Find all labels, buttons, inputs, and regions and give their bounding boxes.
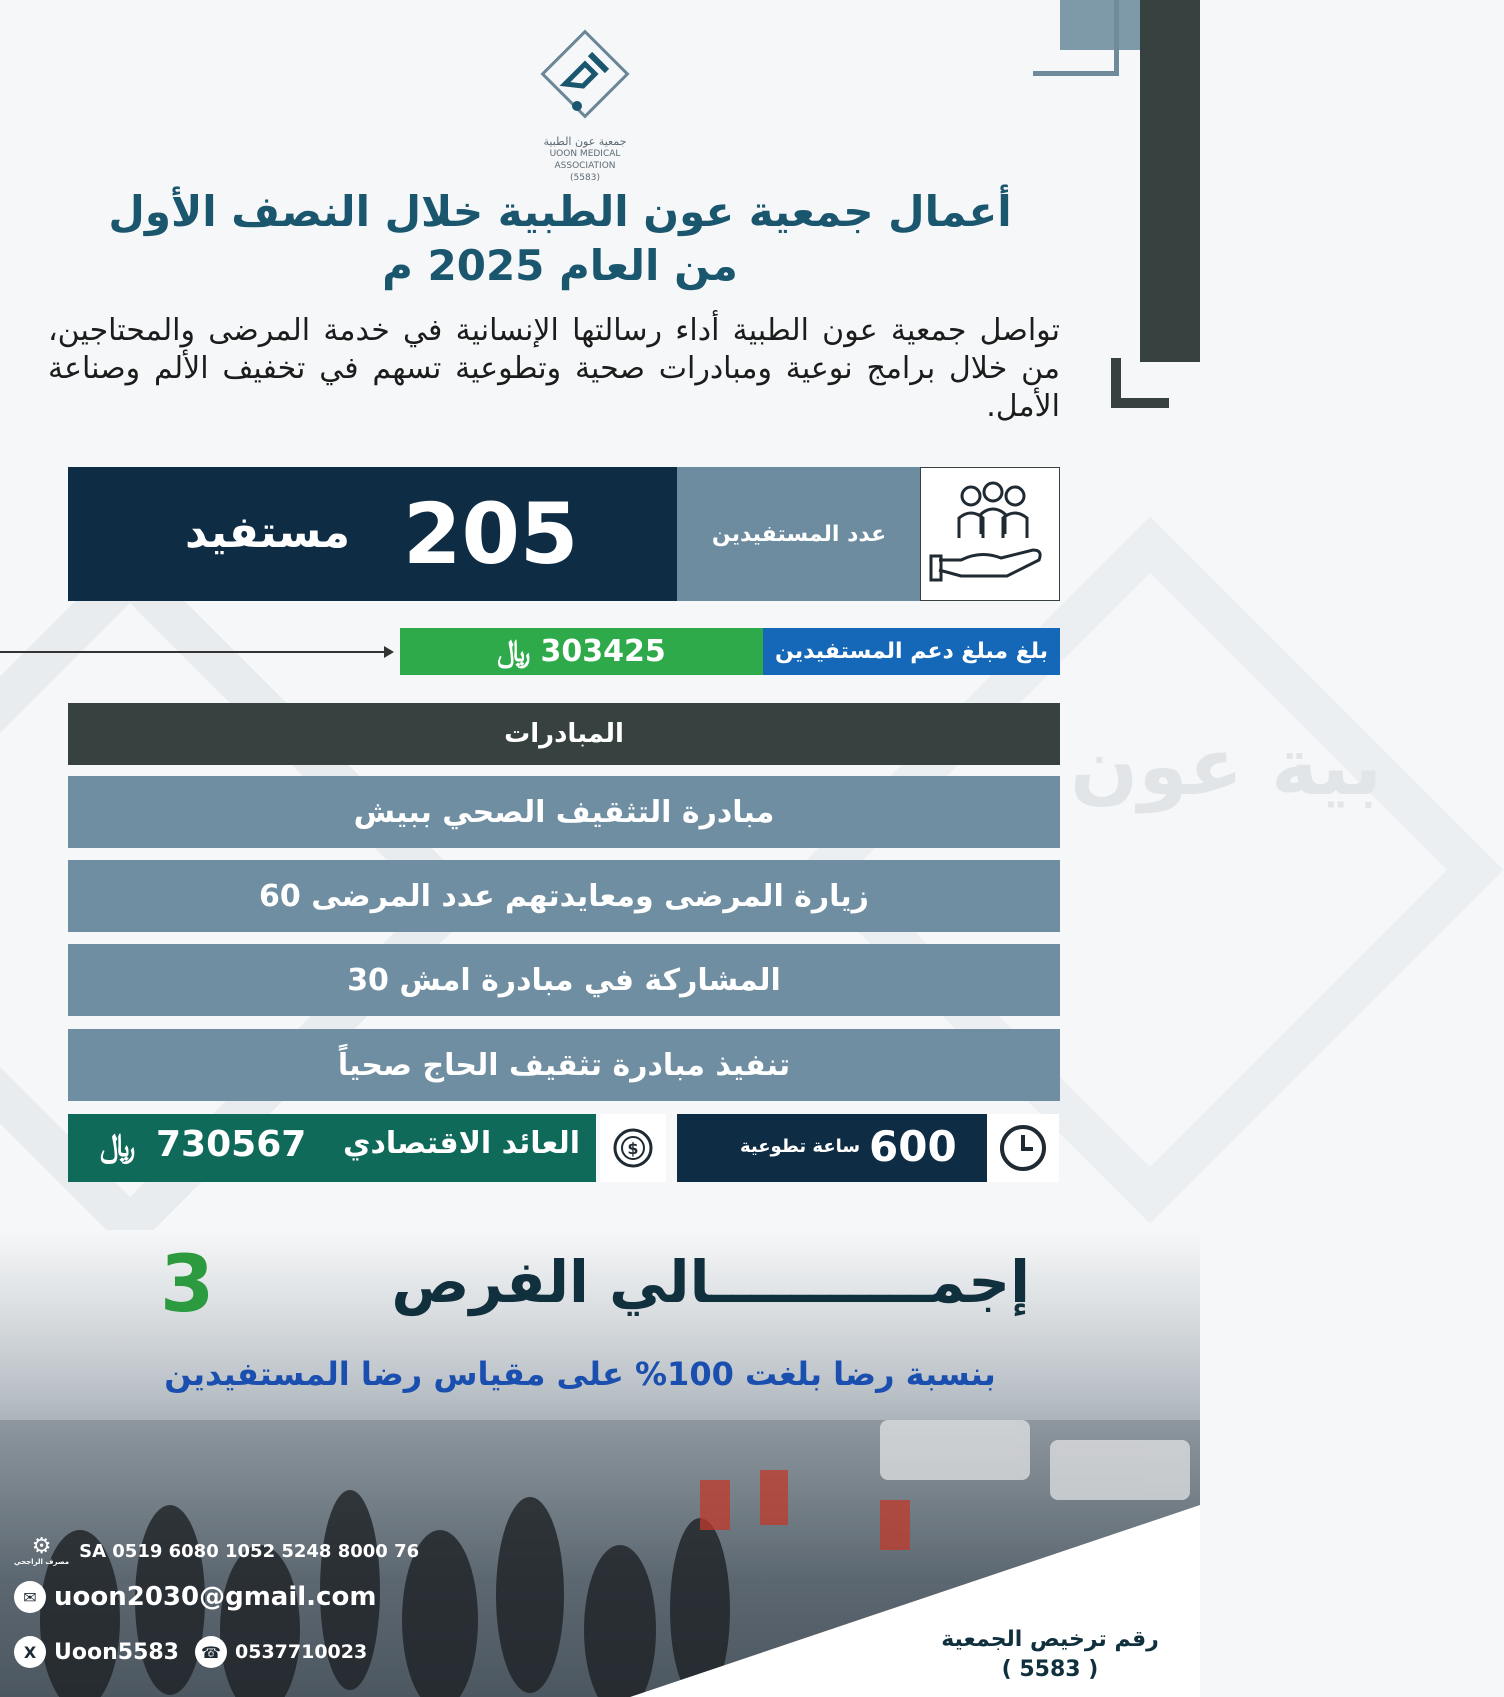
- logo-name-ar: جمعية عون الطبية: [543, 135, 627, 148]
- logo-caption: [520, 136, 650, 184]
- iban-row: [14, 1536, 419, 1566]
- frame-line: [1033, 71, 1119, 76]
- economic-label: العائد الاقتصادي: [342, 1126, 580, 1161]
- license-number: ( 5583 ): [1001, 1657, 1099, 1682]
- social-row: [14, 1636, 367, 1668]
- uoon-logo: [535, 24, 635, 134]
- total-label: إجمـــــــــــالي الفرص: [391, 1248, 1030, 1316]
- support-amount: [400, 628, 763, 675]
- support-label: بلغ مبلغ دعم المستفيدين: [763, 628, 1060, 675]
- economic-return-box: [68, 1114, 596, 1182]
- title-line-2: من العام 2025 م: [382, 241, 738, 290]
- volunteer-hours-box: [677, 1114, 987, 1182]
- logo-name-en: UOON MEDICAL ASSOCIATION: [549, 149, 621, 171]
- beneficiaries-label: عدد المستفيدين: [677, 467, 921, 601]
- satisfaction-text: بنسبة رضا بلغت 100% على مقياس رضا المستفيدين: [164, 1355, 996, 1393]
- dollar-cycle-icon: [600, 1114, 666, 1182]
- initiative-item: زيارة المرضى ومعايدتهم عدد المرضى 60: [68, 860, 1060, 932]
- license-label: رقم ترخيص الجمعية: [941, 1627, 1159, 1652]
- frame-line: [1114, 0, 1119, 75]
- corner-bracket: [1111, 398, 1169, 408]
- bank-label: مصرف الراجحي: [14, 1558, 70, 1566]
- arrow-line: [0, 651, 384, 653]
- x-icon: X: [14, 1636, 46, 1668]
- mail-icon: ✉: [14, 1581, 46, 1613]
- x-handle[interactable]: Uoon5583: [54, 1639, 179, 1665]
- economic-value: 730567: [156, 1124, 307, 1165]
- total-opportunities: [150, 1240, 1030, 1330]
- watermark-text: بية عون: [1070, 720, 1383, 813]
- frame-block: [1060, 0, 1140, 50]
- logo-license: (5583): [570, 173, 600, 183]
- frame-bar: [1140, 0, 1200, 362]
- beneficiaries-value-box: [68, 467, 677, 601]
- riyal-icon: ﷼: [497, 634, 531, 669]
- svg-text:$: $: [627, 1139, 639, 1158]
- beneficiaries-unit: مستفيد: [185, 507, 351, 558]
- support-value: 303425: [540, 634, 666, 669]
- beneficiaries-panel: [68, 467, 1060, 601]
- email-row: [14, 1581, 376, 1613]
- total-value: 3: [160, 1240, 215, 1330]
- hand-people-icon: [920, 467, 1060, 601]
- title-line-1: أعمال جمعية عون الطبية خلال النصف الأول: [108, 187, 1012, 236]
- page-title: [60, 185, 1060, 293]
- hours-value: 600: [869, 1122, 957, 1171]
- initiative-item: المشاركة في مبادرة امش 30: [68, 944, 1060, 1016]
- initiative-item: تنفيذ مبادرة تثقيف الحاج صحياً: [68, 1029, 1060, 1101]
- beneficiaries-count: 205: [403, 485, 579, 583]
- email-text[interactable]: uoon2030@gmail.com: [54, 1582, 377, 1612]
- phone-number[interactable]: 0537710023: [235, 1641, 368, 1663]
- arrow-head-icon: [384, 646, 394, 658]
- license-info: [920, 1625, 1180, 1685]
- initiatives-header: المبادرات: [68, 703, 1060, 765]
- bank-icon: ⚙: [31, 1534, 52, 1559]
- phone-icon: ☎: [195, 1636, 227, 1668]
- hours-label: ساعة تطوعية: [740, 1136, 861, 1157]
- iban-text[interactable]: SA 0519 6080 1052 5248 8000 76: [79, 1540, 420, 1562]
- initiative-item: مبادرة التثقيف الصحي ببيش: [68, 776, 1060, 848]
- riyal-icon: ﷼: [100, 1126, 136, 1164]
- clock-cycle-icon: [987, 1114, 1059, 1182]
- bank-logo: [14, 1536, 69, 1566]
- intro-paragraph: تواصل جمعية عون الطبية أداء رسالتها الإنسانية في خدمة المرضى والمحتاجين، من خلال برامج نوعية ومبادرات صحية وتطوعية تسهم في تخفيف الألم وصناعة الأمل.: [48, 313, 1060, 424]
